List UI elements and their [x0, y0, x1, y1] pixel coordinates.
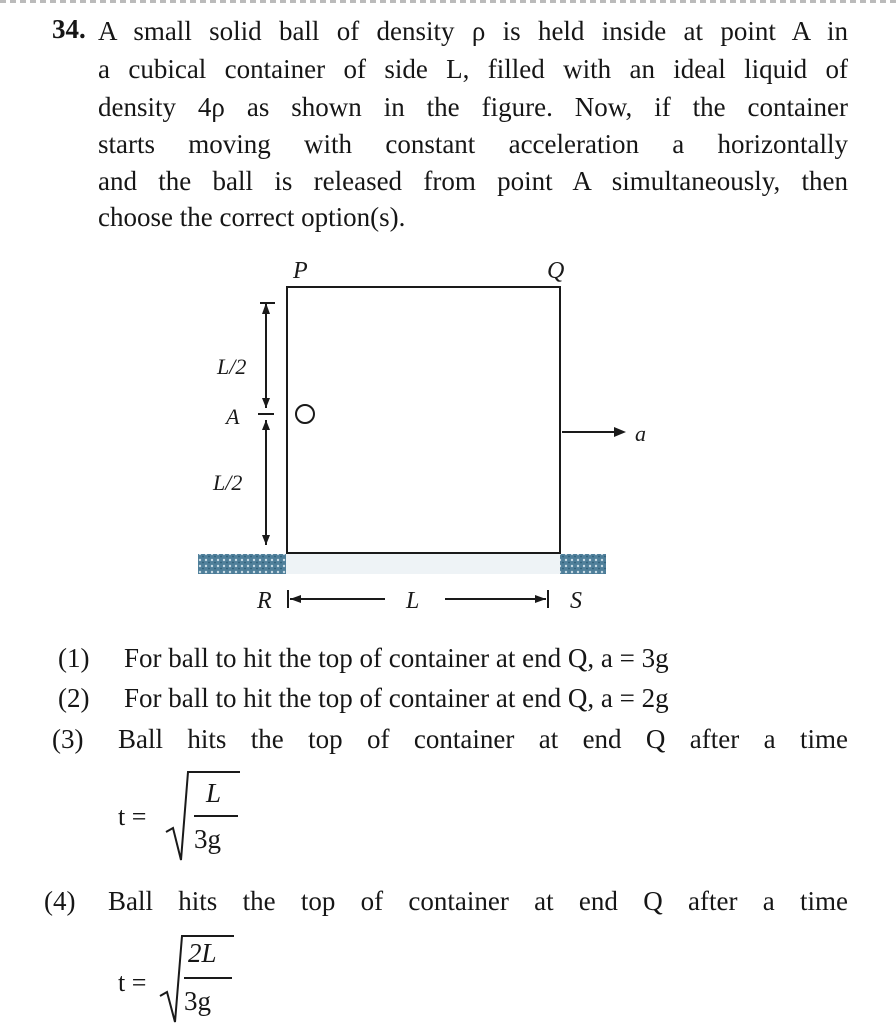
- ground-middle: [286, 554, 560, 574]
- ball: [296, 405, 314, 423]
- label-s: S: [570, 588, 582, 614]
- label-a-point: A: [226, 404, 240, 429]
- width-arrow-left: [290, 595, 301, 603]
- ground-left: [198, 554, 286, 574]
- container-diagram: [0, 240, 896, 620]
- upper-arrow-top: [262, 303, 270, 314]
- label-width: L: [406, 588, 420, 614]
- ground-right: [560, 554, 606, 574]
- option-1-text: For ball to hit the top of container at end Q, a = 3g: [124, 643, 669, 673]
- question-line-1: A small solid ball of density ρ is held inside at point A in: [98, 16, 848, 46]
- option-4-equation: [158, 930, 238, 1024]
- page-top-edge: [0, 0, 896, 3]
- option-3-equation: [164, 766, 244, 866]
- option-1-number: (1): [58, 643, 90, 673]
- label-lower-dimension: L/2: [213, 470, 243, 495]
- option-3-eq-lhs: t =: [118, 802, 147, 831]
- option-4-numerator: 2L: [188, 938, 217, 968]
- option-3: [52, 722, 848, 756]
- option-2-text: For ball to hit the top of container at end Q, a = 2g: [124, 683, 669, 713]
- question-number: 34.: [52, 14, 86, 44]
- option-2: [58, 681, 669, 715]
- acceleration-arrowhead: [614, 427, 626, 437]
- option-4-number: (4): [44, 886, 76, 916]
- label-p: P: [293, 258, 308, 284]
- question-line-2: a cubical container of side L, filled with an ideal liquid of: [98, 54, 848, 84]
- option-4-eq-lhs: t =: [118, 968, 147, 997]
- question-line-6: choose the correct option(s).: [98, 202, 406, 232]
- lower-arrow-bottom: [262, 535, 270, 545]
- label-acceleration: a: [635, 421, 646, 446]
- container-box: [287, 287, 560, 553]
- option-3-denominator: 3g: [194, 824, 221, 854]
- option-1: [58, 641, 669, 675]
- option-3-number: (3): [52, 724, 84, 754]
- question-line-4: starts moving with constant acceleration a horizontally: [98, 129, 848, 159]
- option-2-number: (2): [58, 683, 90, 713]
- label-q: Q: [547, 258, 565, 284]
- label-upper-dimension: L/2: [217, 354, 247, 379]
- option-3-text: Ball hits the top of container at end Q after a time: [118, 724, 848, 754]
- option-3-numerator: L: [206, 778, 222, 808]
- question-line-3: density 4ρ as shown in the figure. Now, if the container: [98, 92, 848, 122]
- label-r: R: [257, 588, 272, 614]
- option-4: [44, 884, 848, 918]
- width-arrow-right: [535, 595, 546, 603]
- option-4-text: Ball hits the top of container at end Q after a time: [108, 886, 848, 916]
- option-4-denominator: 3g: [184, 986, 211, 1016]
- question-line-5: and the ball is released from point A simultaneously, then: [98, 166, 848, 196]
- upper-arrow-bottom: [262, 398, 270, 408]
- lower-arrow-top: [262, 420, 270, 430]
